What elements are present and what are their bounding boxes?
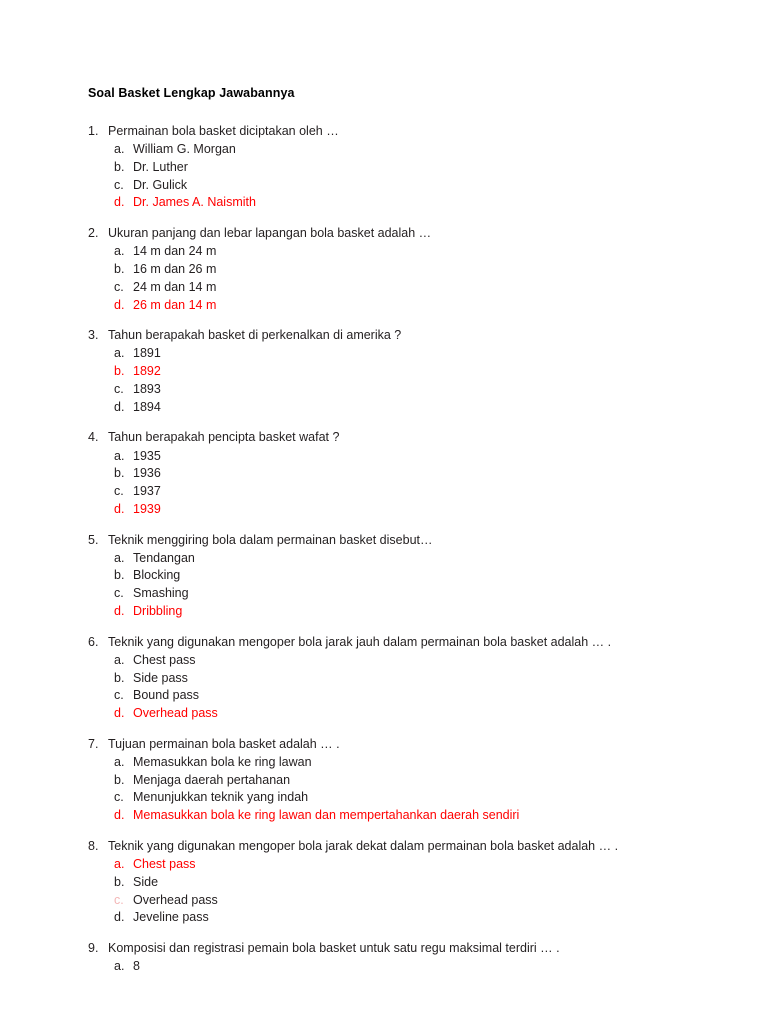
option-text: Blocking [133,568,181,583]
option-letter: a. [114,754,125,769]
option-item[interactable] [88,705,680,723]
option-list [88,550,680,621]
option-list [88,345,680,416]
option-item[interactable] [88,159,680,177]
option-text: 14 m dan 24 m [133,244,217,259]
question-number: 6. [88,634,99,649]
option-letter: c. [114,279,124,294]
option-item[interactable] [88,279,680,297]
option-text: Dribbling [133,603,183,618]
option-text: Dr. James A. Naismith [133,195,256,210]
question-line [88,531,680,549]
option-text: Chest pass [133,857,196,871]
option-text: Bound pass [133,688,200,703]
question-text: Komposisi dan registrasi pemain bola basket untuk satu regu maksimal terdiri … . [108,941,560,955]
option-letter: c. [114,790,124,805]
question-number: 5. [88,532,99,547]
option-text: 1894 [133,399,161,414]
option-text: Menjaga daerah pertahanan [133,772,291,787]
option-text: Smashing [133,586,189,601]
option-text: 24 m dan 14 m [133,279,217,294]
option-letter: a. [114,652,125,667]
option-letter: a. [114,448,125,463]
option-text: 16 m dan 26 m [133,262,217,276]
option-letter: a. [114,550,125,565]
option-list [88,856,680,927]
option-text: Menunjukkan teknik yang indah [133,790,309,805]
question-block [88,633,680,723]
option-item[interactable] [88,687,680,705]
question-line [88,939,680,957]
option-item[interactable] [88,465,680,483]
option-letter: d. [114,501,125,516]
option-item[interactable] [88,754,680,772]
option-list [88,652,680,723]
option-item[interactable] [88,550,680,568]
option-item[interactable] [88,141,680,159]
question-text: Tahun berapakah basket di perkenalkan di amerika ? [108,328,402,343]
option-text: Chest pass [133,652,196,667]
question-text: Permainan bola basket diciptakan oleh … [108,124,339,138]
option-text: Dr. Luther [133,159,188,174]
question-line [88,122,680,140]
option-text: 8 [133,959,140,974]
option-item[interactable] [88,567,680,585]
option-item[interactable] [88,856,680,874]
question-text: Ukuran panjang dan lebar lapangan bola basket adalah … [108,226,432,241]
question-number: 4. [88,430,99,445]
option-letter: c. [114,381,124,396]
option-letter: c. [114,688,124,703]
option-item[interactable] [88,670,680,688]
question-number: 8. [88,838,99,853]
option-list [88,958,680,976]
option-letter: c. [114,586,124,601]
option-item[interactable] [88,892,680,910]
option-letter: a. [114,346,125,361]
question-number: 3. [88,328,99,343]
option-item[interactable] [88,243,680,261]
option-item[interactable] [88,399,680,417]
question-line [88,224,680,242]
question-text: Tujuan permainan bola basket adalah … . [108,736,340,751]
option-item[interactable] [88,874,680,892]
question-block [88,531,680,621]
option-text: 1939 [133,501,161,516]
option-letter: b. [114,364,125,379]
option-item[interactable] [88,194,680,212]
option-letter: b. [114,772,125,787]
page-title: Soal Basket Lengkap Jawabannya [88,86,295,100]
option-list [88,141,680,212]
question-text: Teknik yang digunakan mengoper bola jarak dekat dalam permainan bola basket adalah … . [108,838,619,853]
option-list [88,243,680,314]
option-item[interactable] [88,807,680,825]
option-text: Dr. Gulick [133,177,188,192]
question-block [88,837,680,927]
option-text: Side [133,874,159,889]
option-letter: a. [114,959,125,974]
option-item[interactable] [88,261,680,279]
question-list [88,122,680,976]
option-letter: b. [114,874,125,889]
option-letter: d. [114,297,125,312]
question-block [88,939,680,976]
option-letter: c. [114,177,124,192]
question-number: 7. [88,736,99,751]
option-text: Overhead pass [133,706,218,720]
option-letter: d. [114,399,125,414]
option-text: 1936 [133,466,161,481]
option-text: 26 m dan 14 m [133,297,217,312]
question-block [88,428,680,518]
question-block [88,122,680,212]
option-text: William G. Morgan [133,142,236,157]
option-item[interactable] [88,483,680,501]
option-item[interactable] [88,177,680,195]
option-text: 1935 [133,448,161,463]
option-text: 1937 [133,484,161,498]
option-letter: a. [114,142,125,157]
option-text: 1892 [133,364,161,379]
question-line [88,428,680,446]
question-number: 1. [88,124,99,138]
option-text: Memasukkan bola ke ring lawan dan mempertahankan daerah sendiri [133,808,520,823]
option-letter: d. [114,910,125,925]
option-item[interactable] [88,363,680,381]
option-item[interactable] [88,603,680,621]
option-letter: a. [114,244,125,259]
option-text: Side pass [133,670,188,685]
option-list [88,754,680,825]
option-letter: c. [114,892,124,907]
question-line [88,837,680,855]
option-item[interactable] [88,585,680,603]
option-letter: d. [114,706,125,720]
option-letter: a. [114,857,125,871]
option-item[interactable] [88,909,680,927]
option-letter: b. [114,262,125,276]
option-letter: d. [114,195,125,210]
question-line [88,735,680,753]
option-text: 1893 [133,381,161,396]
option-item[interactable] [88,448,680,466]
option-text: Tendangan [133,550,195,565]
question-block [88,326,680,416]
question-block [88,735,680,825]
option-text: Memasukkan bola ke ring lawan [133,754,312,769]
option-item[interactable] [88,772,680,790]
option-item[interactable] [88,789,680,807]
option-item[interactable] [88,345,680,363]
option-letter: c. [114,484,124,498]
option-item[interactable] [88,652,680,670]
option-letter: b. [114,466,125,481]
question-text: Teknik yang digunakan mengoper bola jarak jauh dalam permainan bola basket adalah … . [108,634,612,649]
option-letter: d. [114,603,125,618]
option-letter: b. [114,568,125,583]
option-letter: b. [114,159,125,174]
option-text: 1891 [133,346,161,361]
question-line [88,326,680,344]
option-list [88,448,680,519]
option-letter: d. [114,808,125,823]
option-letter: b. [114,670,125,685]
question-text: Teknik menggiring bola dalam permainan basket disebut… [108,532,433,547]
option-text: Jeveline pass [133,910,209,925]
option-item[interactable] [88,381,680,399]
option-text: Overhead pass [133,892,218,907]
option-item[interactable] [88,297,680,315]
question-number: 9. [88,941,99,955]
question-line [88,633,680,651]
option-item[interactable] [88,501,680,519]
question-block [88,224,680,314]
question-number: 2. [88,226,99,241]
question-text: Tahun berapakah pencipta basket wafat ? [108,430,340,445]
option-item[interactable] [88,958,680,976]
